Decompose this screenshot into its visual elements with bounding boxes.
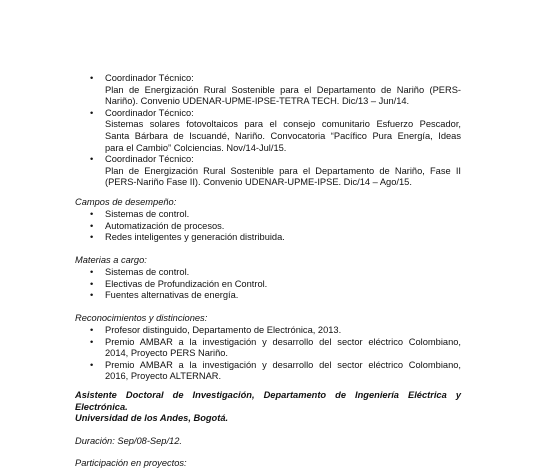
award-line: 2014, Proyecto PERS Nariño. bbox=[105, 348, 228, 359]
position-title-line: Asistente Doctoral de Investigación, Departamento de Ingeniería Eléctrica y bbox=[75, 390, 461, 400]
award-line: • Premio AMBAR a la investigación y desarrollo del sector eléctrico Colombiano, bbox=[105, 359, 461, 370]
role-description-line: Nariño). Convenio UDENAR-UPME-IPSE-TETRA TECH. Dic/13 – Jun/14. bbox=[105, 96, 410, 107]
campos-heading: Campos de desempeño: bbox=[75, 197, 177, 207]
role-description-line: (PERS-Nariño Fase II). Convenio UDENAR-UPME-IPSE. Dic/14 – Ago/15. bbox=[105, 177, 412, 188]
list-item bbox=[75, 325, 461, 337]
role-description-line: Santa Bárbara de Iscuandé, Nariño. Convocatoria “Pacífico Pura Energía, Ideas bbox=[105, 130, 461, 141]
role-item bbox=[75, 154, 461, 189]
role-description-line: para el Cambio” Colciencias. Nov/14-Jul/15. bbox=[105, 142, 287, 153]
reconocimientos-list bbox=[75, 325, 461, 383]
participacion-heading: Participación en proyectos: bbox=[75, 458, 187, 468]
role-item bbox=[75, 108, 461, 154]
materias-list bbox=[75, 267, 461, 302]
list-item: • Redes inteligentes y generación distribuida. bbox=[75, 232, 461, 244]
list-item bbox=[75, 337, 461, 360]
list-item: • Electivas de Profundización en Control. bbox=[75, 279, 461, 291]
award-line: • Premio AMBAR a la investigación y desarrollo del sector eléctrico Colombiano, bbox=[105, 336, 461, 347]
duration-text: Duración: Sep/08-Sep/12. bbox=[75, 436, 182, 446]
award-line: • Profesor distinguido, Departamento de Electrónica, 2013. bbox=[105, 325, 342, 335]
list-item: • Automatización de procesos. bbox=[75, 221, 461, 233]
list-item: • Fuentes alternativas de energía. bbox=[75, 290, 461, 302]
role-title: • Coordinador Técnico: bbox=[105, 107, 194, 118]
role-title: • Coordinador Técnico: bbox=[105, 154, 194, 165]
role-description-line: Sistemas solares fotovoltaicos para el consejo comunitario Esfuerzo Pescador, bbox=[105, 119, 461, 130]
reconocimientos-heading: Reconocimientos y distinciones: bbox=[75, 313, 208, 323]
role-description-line: Plan de Energización Rural Sostenible para el Departamento de Nariño, Fase II bbox=[105, 165, 461, 176]
award-line: 2016, Proyecto ALTERNAR. bbox=[105, 371, 222, 382]
roles-list bbox=[75, 73, 461, 189]
list-item: • Sistemas de control. bbox=[75, 267, 461, 279]
role-item bbox=[75, 73, 461, 108]
role-title: • Coordinador Técnico: bbox=[105, 73, 194, 83]
materias-heading: Materias a cargo: bbox=[75, 255, 147, 265]
position-title-line: Electrónica. bbox=[75, 401, 128, 412]
position-title bbox=[75, 390, 461, 425]
institution-name: Universidad de los Andes, Bogotá. bbox=[75, 413, 229, 424]
list-item bbox=[75, 360, 461, 383]
list-item: • Sistemas de control. bbox=[75, 209, 461, 221]
role-description-line: Plan de Energización Rural Sostenible para el Departamento de Nariño (PERS- bbox=[105, 84, 461, 95]
campos-list bbox=[75, 209, 461, 244]
